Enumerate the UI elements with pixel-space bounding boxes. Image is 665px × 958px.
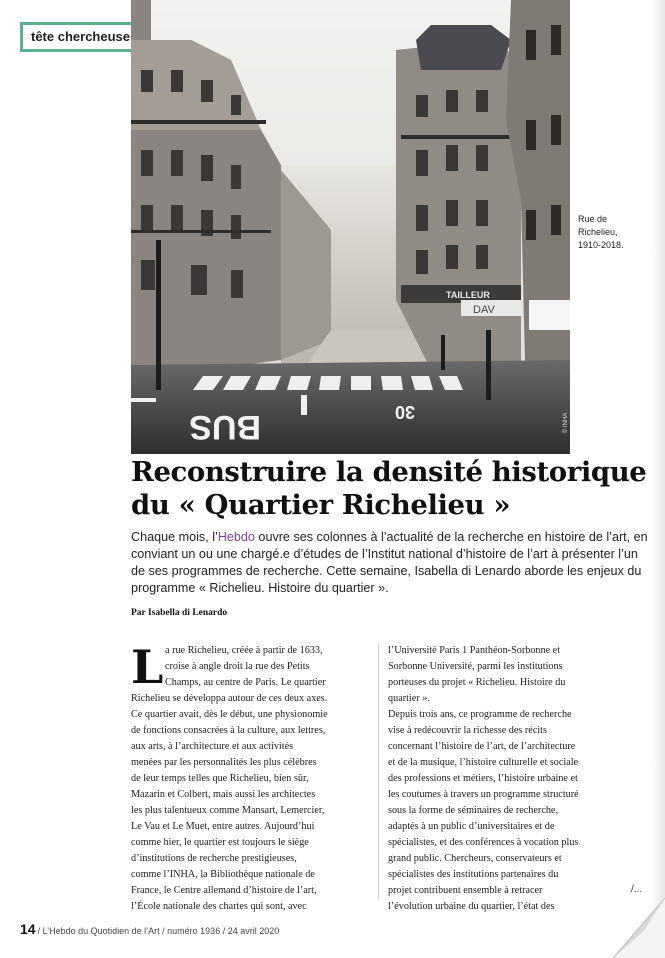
text-line: spécialistes des institutions partenaires du xyxy=(388,869,559,880)
caption-line: Richelieu, xyxy=(578,227,618,237)
page-footer xyxy=(20,921,279,937)
photo-caption xyxy=(578,213,638,252)
rubric-tag: tête chercheuse xyxy=(20,22,148,52)
text-line: Ce quartier avait, dès le début, une physionomie xyxy=(131,709,328,720)
shop-sign-dav: DAV xyxy=(473,304,495,316)
text-line: France, le Centre allemand d’histoire de l’art, xyxy=(131,885,317,896)
text-line: a rue Richelieu, créée à partir de 1633, xyxy=(165,645,323,656)
intro-text-start: Chaque mois, l’ xyxy=(131,530,218,544)
text-line: Mazarin et Colbert, mais aussi les architectes xyxy=(131,789,316,800)
text-line: et de la musique, l’histoire culturelle et sociale xyxy=(388,757,579,768)
text-line: croise à angle droit la rue des Petits xyxy=(165,661,310,672)
article-title xyxy=(131,456,651,522)
text-line: l’École nationale des chartes qui sont, avec xyxy=(131,901,307,912)
text-line: comme l’INHA, la Bibliothèque nationale de xyxy=(131,869,315,880)
text-line: de fonctions consacrées à la culture, aux lettres, xyxy=(131,725,326,736)
dropcap: L xyxy=(131,640,164,694)
caption-line: Rue de xyxy=(578,214,608,224)
text-line: d’institutions de recherche prestigieuses, xyxy=(131,853,297,864)
continued-marker: /... xyxy=(631,884,643,895)
title-line-2: du « Quartier Richelieu » xyxy=(131,489,511,521)
text-line: aux arts, à l’architecture et aux activités xyxy=(131,741,294,752)
road-marking-30: 30 xyxy=(394,402,415,422)
text-line: Champs, au centre de Paris. Le quartier xyxy=(165,677,326,688)
shop-sign-tailleur: TAILLEUR xyxy=(446,290,490,300)
caption-line: 1910-2018. xyxy=(578,240,624,250)
text-line: Sorbonne Université, parmi les institutions xyxy=(388,661,563,672)
text-line: quartier ». xyxy=(388,693,430,704)
text-line: de leur temps telles que Richelieu, bien sûr, xyxy=(131,773,309,784)
street-photo xyxy=(131,0,570,454)
text-line: grand public. Chercheurs, conservateurs et xyxy=(388,853,562,864)
intro-text-end: ouvre ses colonnes à l’actualité de la recherche en histoire de l’art, en conviant un ou une chargé.e d’études de l’Institut national d’histoire de l’art à présenter l’un de ses programmes de recherche. Cette semaine, Isabella di Lenardo aborde les enjeux du programme « Richelieu. Histoire du quartier ». xyxy=(131,530,648,595)
text-line: Richelieu se développa autour de ces deux axes. xyxy=(131,693,328,704)
text-line: spécialistes, et des conférences à vocation plus xyxy=(388,837,579,848)
text-line: les plus talentueux comme Mansart, Lemercier, xyxy=(131,805,325,816)
page-edge-shadow xyxy=(651,0,665,958)
column-divider xyxy=(378,643,379,899)
text-line: Le Vau et Le Muet, entre autres. Aujourd’hui xyxy=(131,821,315,832)
text-line: les coutumes à travers un programme structuré xyxy=(388,789,579,800)
page-number: 14 xyxy=(20,921,36,937)
article-intro xyxy=(131,529,651,597)
text-line: comme hier, le quartier est toujours le siège xyxy=(131,837,309,848)
text-line: concernant l’histoire de l’art, de l’architecture xyxy=(388,741,576,752)
hebdo-link[interactable]: Hebdo xyxy=(217,530,255,544)
road-marking-bus: BUS xyxy=(189,408,261,446)
text-line: adaptés à un public d’universitaires et de xyxy=(388,821,555,832)
text-line: menées par les personnalités les plus célèbres xyxy=(131,757,317,768)
photo-credit: © INHA xyxy=(563,412,570,434)
text-line: l’Université Paris 1 Panthéon-Sorbonne et xyxy=(388,645,561,656)
byline: Par Isabella di Lenardo xyxy=(131,608,228,618)
page-curl-icon[interactable] xyxy=(613,898,665,958)
text-line: Depuis trois ans, ce programme de recherche xyxy=(388,709,572,720)
text-line: vise à redécouvrir la richesse des récits xyxy=(388,725,547,736)
text-line: des professions et métiers, l’histoire urbaine et xyxy=(388,773,578,784)
text-line: sous la forme de séminaires de recherche, xyxy=(388,805,558,816)
text-line: porteuses du projet « Richelieu. Histoire du xyxy=(388,677,566,688)
title-line-1: Reconstruire la densité historique xyxy=(131,456,647,488)
article-column-1 xyxy=(131,640,371,915)
footer-text: / L’Hebdo du Quotidien de l’Art / numéro 1936 / 24 avril 2020 xyxy=(37,926,280,936)
article-column-2 xyxy=(388,643,628,915)
text-line: l’évolution urbaine du quartier, l’état des xyxy=(388,901,555,912)
text-line: projet contribuent ensemble à retracer xyxy=(388,885,543,896)
